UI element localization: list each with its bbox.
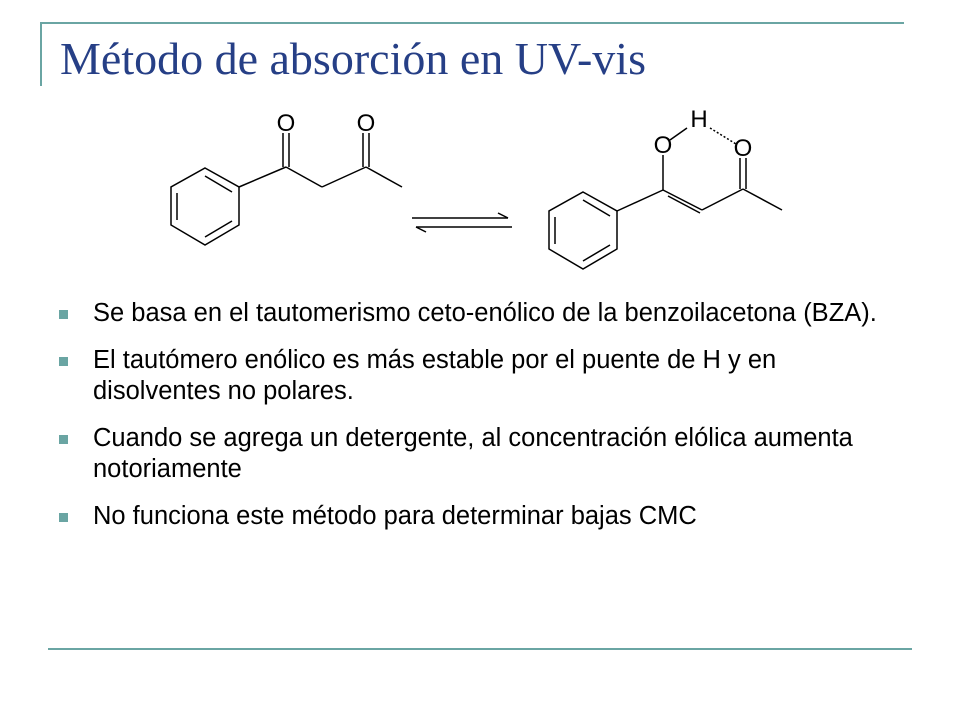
square-bullet-icon [59,357,68,366]
enol-hydrogen: H [690,106,708,133]
equilibrium-arrows [412,213,512,232]
keto-benzene-ring [171,168,239,245]
bullet-item [58,423,908,485]
square-bullet-icon [59,513,68,522]
bullet-item [58,345,908,407]
keto-structure [171,133,402,245]
slide-title: Método de absorción en UV-vis [60,33,646,84]
top-rule [40,22,904,24]
bullet-list [58,298,908,548]
keto-oxygen-2: O [356,110,376,137]
bullet-text: No funciona este método para determinar bajas CMC [93,502,697,530]
bullet-text: Cuando se agrega un detergente, al concentración elólica aumenta notoriamente [93,424,853,483]
bullet-text: El tautómero enólico es más estable por el puente de H y en disolventes no polares. [93,346,777,405]
bottom-rule [48,648,912,650]
enol-oxygen-2: O [733,135,753,162]
left-rule [40,22,42,86]
bullet-item [58,501,908,532]
tautomer-diagram [150,100,800,280]
square-bullet-icon [59,435,68,444]
enol-benzene-ring [549,192,617,269]
bullet-item [58,298,908,329]
keto-oxygen-1: O [276,110,296,137]
square-bullet-icon [59,310,68,319]
enol-oxygen-1: O [653,132,673,159]
bullet-text: Se basa en el tautomerismo ceto-enólico de la benzoilacetona (BZA). [93,299,877,327]
